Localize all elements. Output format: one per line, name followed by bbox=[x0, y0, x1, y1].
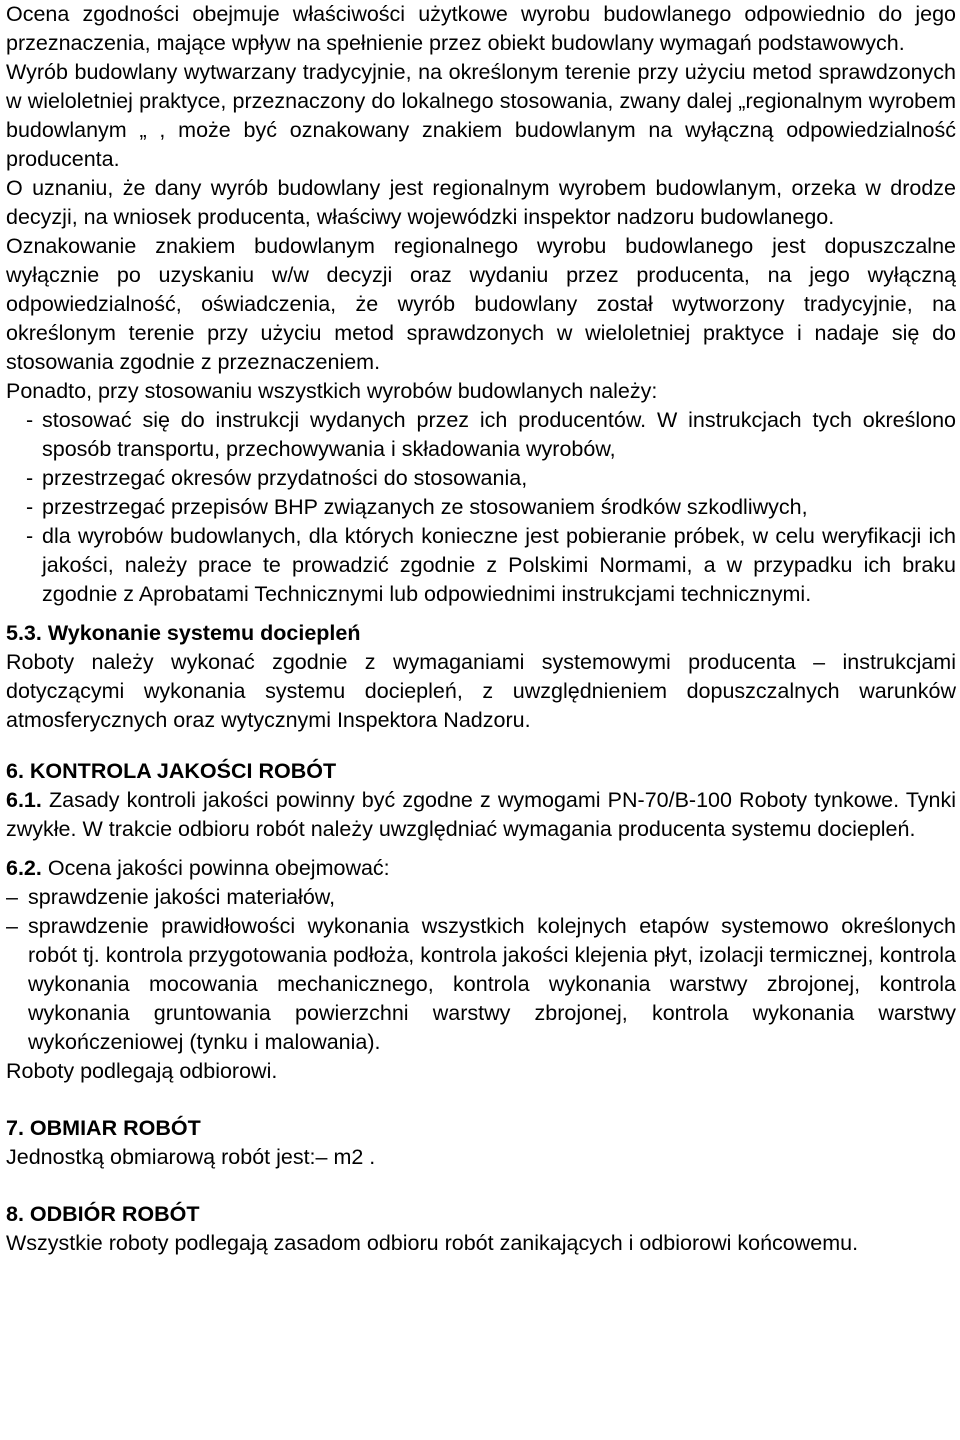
list-item bbox=[6, 464, 956, 493]
paragraph-marking: Oznakowanie znakiem budowlanym regionalnego wyrobu budowlanego jest dopuszczalne wyłącznie po uzyskaniu w/w decyzji oraz wydaniu przez producenta, na jego wyłączną odpowiedzialność, oświadczenia, że wyrób budowlany został wytworzony tradycyjnie, na określonym terenie przy użyciu metod sprawdzonych w wieloletniej praktyce i nadaje się do stosowania zgodnie z przeznaczeniem. bbox=[6, 234, 956, 374]
list-item bbox=[6, 493, 956, 522]
section-7-text: Jednostką obmiarową robót jest:– m2 . bbox=[6, 1145, 376, 1169]
section-heading-8: 8. ODBIÓR ROBÓT bbox=[6, 1202, 200, 1226]
paragraph-inspector-decision: O uznaniu, że dany wyrób budowlany jest regionalnym wyrobem budowlanym, orzeka w drodze decyzji, na wniosek producenta, właściwy wojewódzki inspektor nadzoru budowlanego. bbox=[6, 176, 956, 229]
list-marker: - bbox=[26, 408, 34, 432]
list-item-text: dla wyrobów budowlanych, dla których konieczne jest pobieranie próbek, w celu weryfikacji ich jakości, należy prace te prowadzić zgodnie z Polskimi Normami, a w przypadku ich braku zgodnie z Aprobatami Technicznymi lub odpowiednimi instrukcjami technicznymi. bbox=[42, 524, 956, 606]
paragraph-requirements-intro: Ponadto, przy stosowaniu wszystkich wyrobów budowlanych należy: bbox=[6, 379, 658, 403]
list-item-text: sprawdzenie jakości materiałów, bbox=[28, 885, 336, 909]
list-marker: - bbox=[26, 524, 34, 548]
section-heading-6: 6. KONTROLA JAKOŚCI ROBÓT bbox=[6, 759, 337, 783]
list-item-text: przestrzegać przepisów BHP związanych ze stosowaniem środków szkodliwych, bbox=[42, 495, 808, 519]
paragraph-conformity-assessment: Ocena zgodności obejmuje właściwości użytkowe wyrobu budowlanego odpowiednio do jego przeznaczenia, mające wpływ na spełnienie przez obiekt budowlany wymagań podstawowych. bbox=[6, 2, 956, 55]
list-item-text: sprawdzenie prawidłowości wykonania wszystkich kolejnych etapów systemowo określonych robót tj. kontrola przygotowania podłoża, kontrola jakości klejenia płyt, izolacji termicznej, kontrola wykonania mocowania mechanicznego, kontrola wykonania warstwy zbrojonej, kontrola wykonania gruntowania powierzchni warstwy zbrojonej, kontrola wykonania warstwy wykończeniowej (tynku i malowania). bbox=[28, 914, 956, 1054]
requirements-list bbox=[6, 406, 956, 609]
list-item bbox=[6, 406, 956, 464]
section-number-6-1: 6.1. bbox=[6, 788, 42, 812]
section-6-2-paragraph bbox=[6, 854, 956, 883]
section-8-text: Wszystkie roboty podlegają zasadom odbioru robót zanikających i odbiorowi końcowemu. bbox=[6, 1231, 859, 1255]
list-item bbox=[6, 912, 956, 1057]
list-marker: – bbox=[6, 885, 18, 909]
document-page bbox=[6, 0, 956, 1258]
section-6-1-text: Zasady kontroli jakości powinny być zgodne z wymogami PN-70/B-100 Roboty tynkowe. Tynki zwykłe. W trakcie odbioru robót należy uwzględniać wymagania producenta systemu dociepleń. bbox=[6, 788, 956, 841]
section-6-2-text: Ocena jakości powinna obejmować: bbox=[47, 856, 390, 880]
list-marker: - bbox=[26, 495, 34, 519]
list-item bbox=[6, 522, 956, 609]
list-marker: – bbox=[6, 914, 18, 938]
paragraph-regional-product: Wyrób budowlany wytwarzany tradycyjnie, na określonym terenie przy użyciu metod sprawdzonych w wieloletniej praktyce, przeznaczony do lokalnego stosowania, zwany dalej „regionalnym wyrobem budowlanym „ , może być oznakowany znakiem budowlanym na wyłączną odpowiedzialność producenta. bbox=[6, 60, 956, 171]
list-item bbox=[6, 883, 956, 912]
section-6-1-paragraph bbox=[6, 786, 956, 844]
section-heading-7: 7. OBMIAR ROBÓT bbox=[6, 1116, 201, 1140]
list-item-text: stosować się do instrukcji wydanych przez ich producentów. W instrukcjach tych określono sposób transportu, przechowywania i składowania wyrobów, bbox=[42, 408, 956, 461]
list-item-text: przestrzegać okresów przydatności do stosowania, bbox=[42, 466, 528, 490]
section-heading-5-3: 5.3. Wykonanie systemu dociepleń bbox=[6, 621, 361, 645]
section-6-closing: Roboty podlegają odbiorowi. bbox=[6, 1059, 278, 1083]
section-5-3-text: Roboty należy wykonać zgodnie z wymaganiami systemowymi producenta – instrukcjami dotyczącymi wykonania systemu dociepleń, z uwzględnieniem dopuszczalnych warunków atmosferycznych oraz wytycznymi Inspektora Nadzoru. bbox=[6, 650, 956, 732]
list-marker: - bbox=[26, 466, 34, 490]
quality-assessment-list bbox=[6, 883, 956, 1057]
section-number-6-2: 6.2. bbox=[6, 856, 42, 880]
